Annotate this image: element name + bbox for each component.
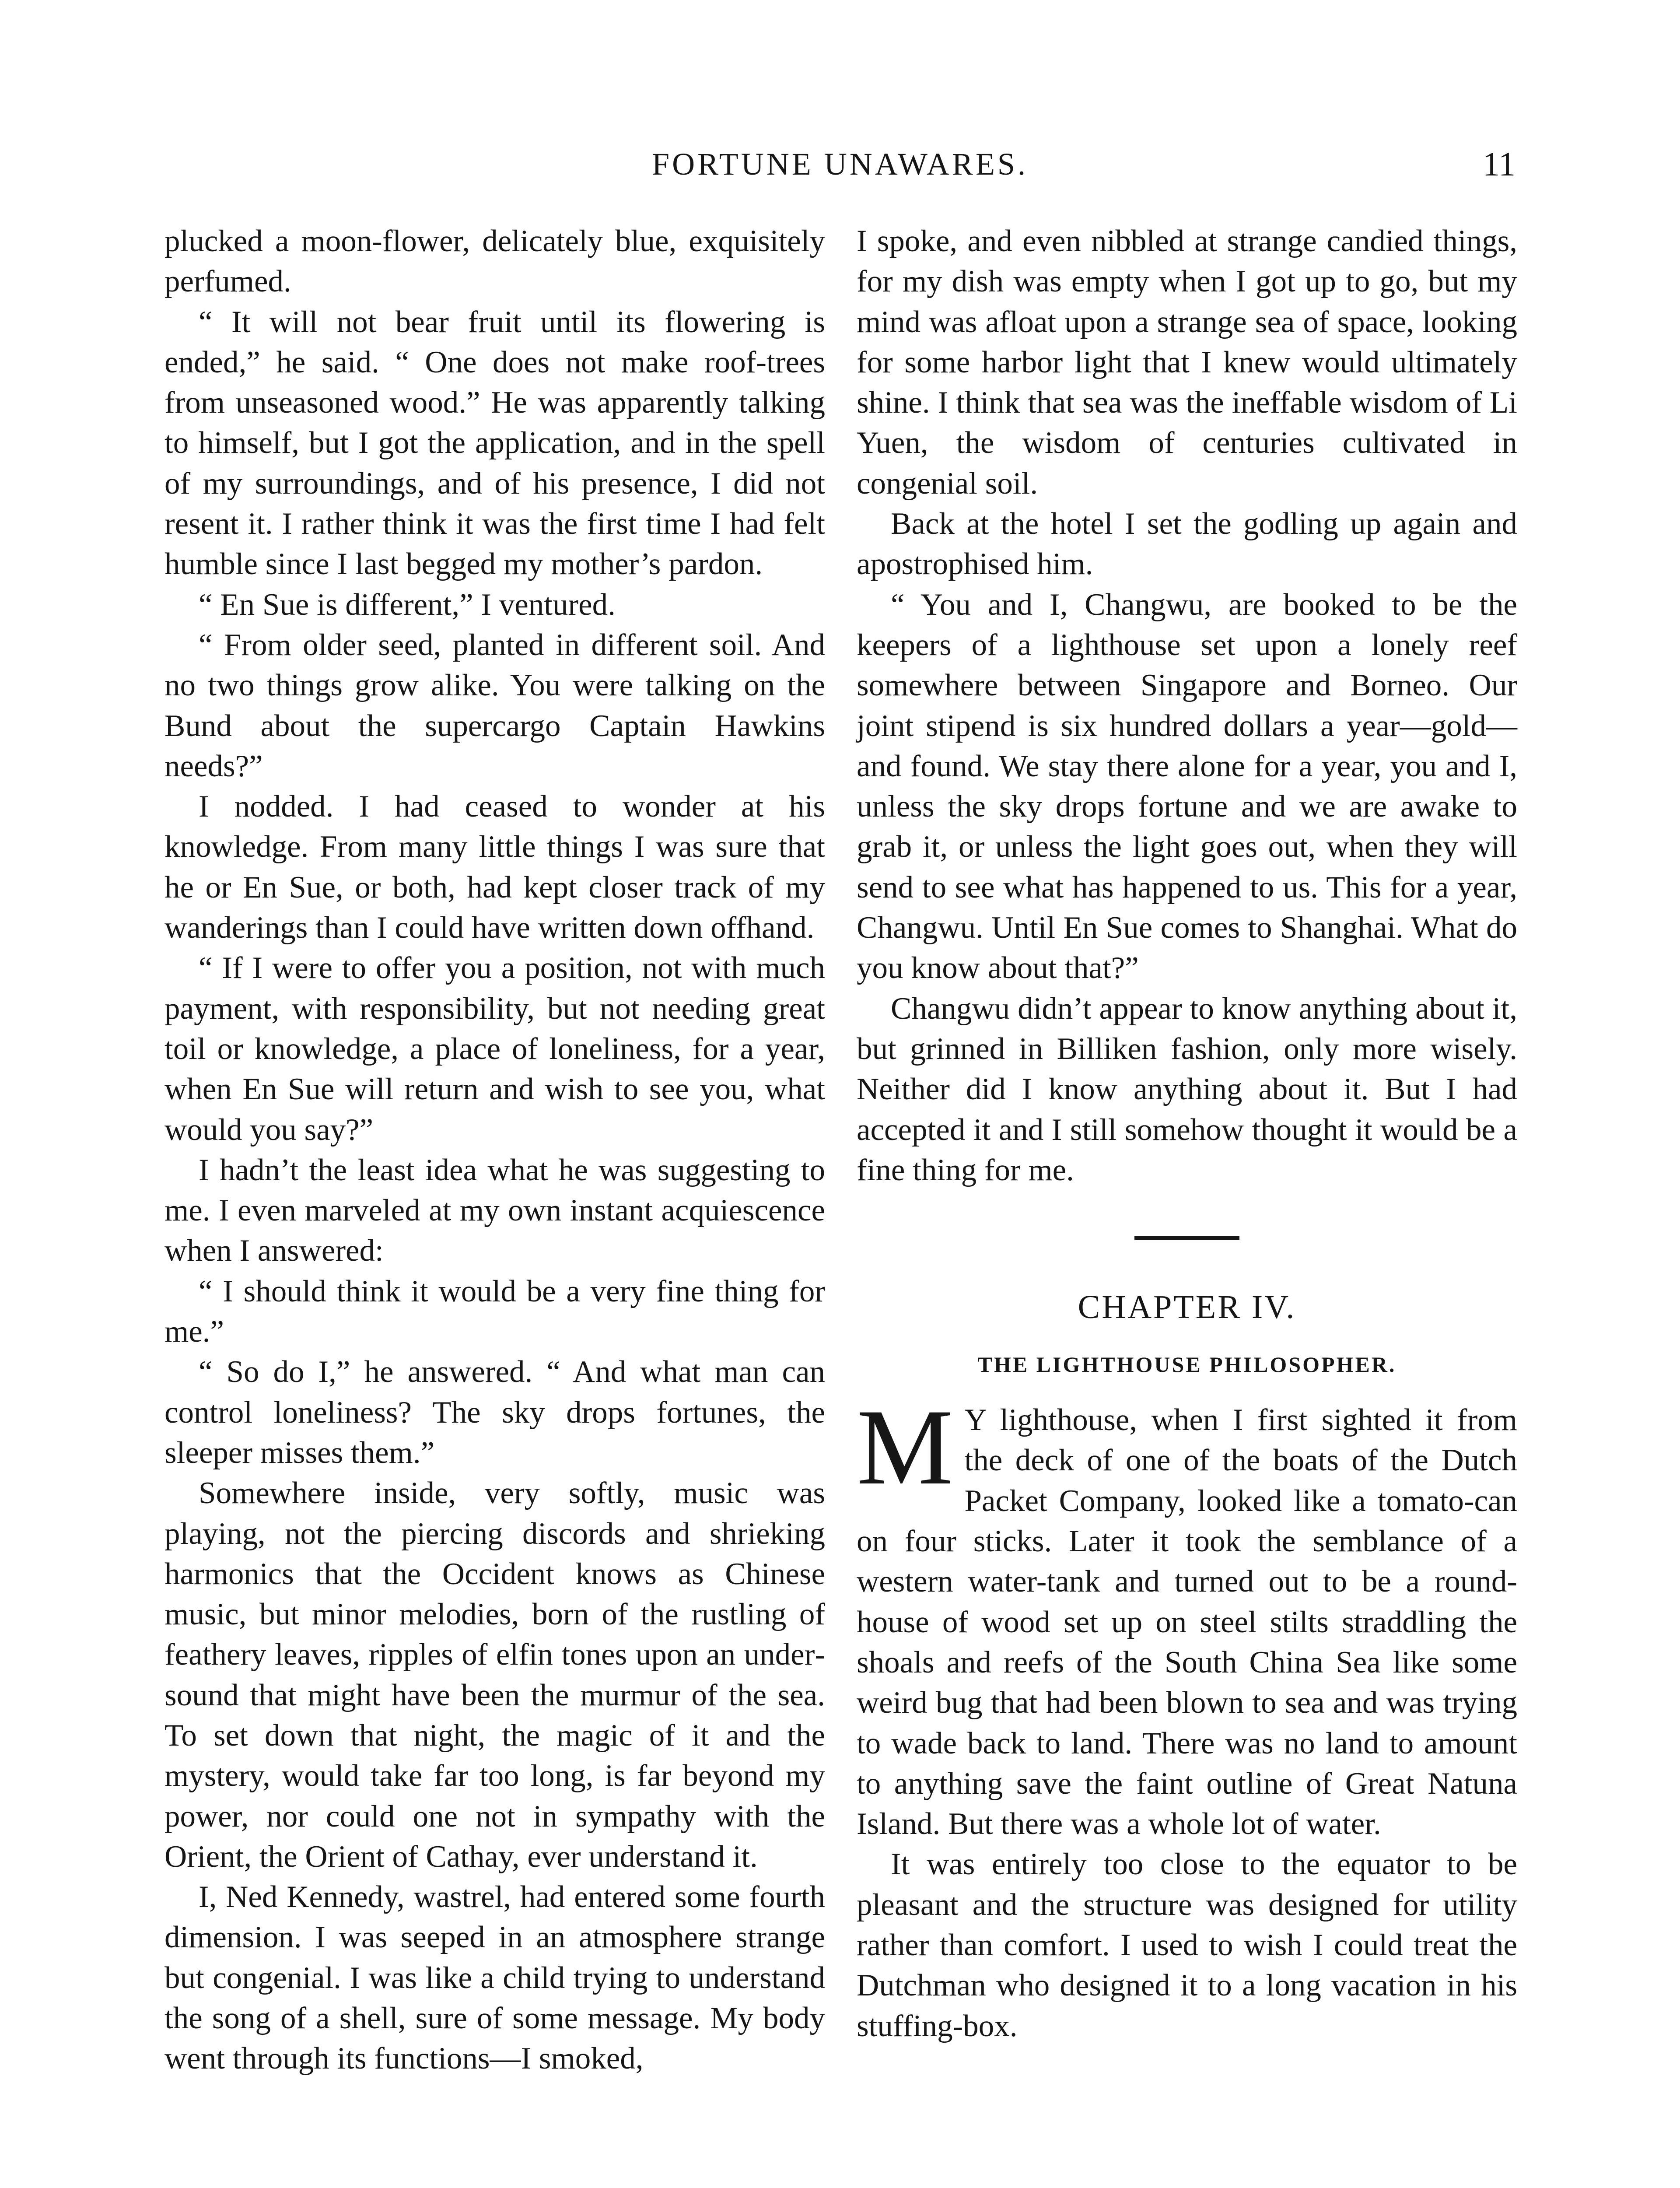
paragraph: plucked a moon-flower, delicately blue, exquisitely perfumed.: [164, 224, 825, 299]
left-column: [164, 221, 825, 2079]
paragraph: “ It will not bear fruit until its flowering is ended,” he said. “ One does not make roof-trees from unseasoned wood.” He was apparently talking to himself, but I got the application, and in the spell of my surroundings, and of his presence, I did not resent it. I rather think it was the first time I had felt humble since I last begged my mother’s pardon.: [164, 305, 825, 582]
paragraph: I hadn’t the least idea what he was suggesting to me. I even marveled at my own instant acquiescence when I answered:: [164, 1153, 825, 1268]
chapter-title: THE LIGHTHOUSE PHILOSOPHER.: [977, 1352, 1396, 1377]
paragraph: Somewhere inside, very softly, music was playing, not the piercing discords and shrieking harmonics that the Occident knows as Chinese music, but minor melodies, born of the rustling of feathery leaves, ripples of elfin tones upon an undersound that might have been the murmur of the sea. To set down that night, the magic of it and the mystery, would take far too long, is far beyond my power, nor could one not in sympathy with the Orient, the Orient of Cathay, ever understand it.: [164, 1476, 825, 1874]
paragraph: I spoke, and even nibbled at strange candied things, for my dish was empty when I got up to go, but my mind was afloat upon a strange sea of space, looking for some harbor light that I knew would ultimately shine. I think that sea was the ineffable wisdom of Li Yuen, the wisdom of centuries cultivated in congenial soil.: [857, 224, 1517, 501]
paragraph: It was entirely too close to the equator to be pleasant and the structure was designed for utility rather than comfort. I used to wish I could treat the Dutchman who designed it to a long vacation in his stuffing-box.: [857, 1847, 1517, 2043]
paragraph: “ If I were to offer you a position, not with much payment, with responsibility, but not needing great toil or knowledge, a place of loneliness, for a year, when En Sue will return and wish to see you, what would you say?”: [164, 951, 825, 1147]
running-title: FORTUNE UNAWARES.: [652, 147, 1028, 182]
paragraph-text: Y lighthouse, when I first sighted it from the deck of one of the boats of the Dutch Packet Company, looked like a tomato-can on four sticks. Later it took the semblance of a western water-tank and turned out to be a roundhouse of wood set up on steel stilts straddling the shoals and reefs of the South China Sea like some weird bug that had been blown to sea and was trying to wade back to land. There was no land to amount to anything save the faint outline of Great Natuna Island. But there was a whole lot of water.: [857, 1403, 1517, 1841]
paragraph: “ From older seed, planted in different soil. And no two things grow alike. You were talking on the Bund about the supercargo Captain Hawkins needs?”: [164, 628, 825, 783]
right-column: [857, 221, 1517, 2046]
chapter-opening-paragraph: [857, 1387, 1517, 1844]
paragraph: “ En Sue is different,” I ventured.: [199, 587, 616, 622]
chapter-heading: CHAPTER IV.: [1078, 1289, 1296, 1326]
drop-cap: M: [857, 1387, 953, 1508]
paragraph: “ I should think it would be a very fine thing for me.”: [164, 1274, 825, 1349]
page-number: 11: [1482, 145, 1516, 183]
paragraph: “ You and I, Changwu, are booked to be the keepers of a lighthouse set upon a lonely reef somewhere between Singapore and Borneo. Our joint stipend is six hundred dollars a year—gold—and found. We stay there alone for a year, you and I, unless the sky drops fortune and we are awake to grab it, or unless the light goes out, when they will send to see what has happened to us. This for a year, Changwu. Until En Sue comes to Shanghai. What do you know about that?”: [857, 587, 1517, 985]
paragraph: Changwu didn’t appear to know anything about it, but grinned in Billiken fashion, only more wisely. Neither did I know anything about it. But I had accepted it and I still somehow thought it would be a fine thing for me.: [857, 991, 1517, 1187]
paragraph: Back at the hotel I set the godling up again and apostrophised him.: [857, 507, 1517, 582]
running-head: [164, 140, 1516, 188]
paragraph: I, Ned Kennedy, wastrel, had entered some fourth dimension. I was seeped in an atmosphere strange but congenial. I was like a child trying to understand the song of a shell, sure of some message. My body went through its functions—I smoked,: [164, 1880, 825, 2076]
paragraph: I nodded. I had ceased to wonder at his knowledge. From many little things I was sure that he or En Sue, or both, had kept closer track of my wanderings than I could have written down offhand.: [164, 789, 825, 945]
paragraph: “ So do I,” he answered. “ And what man can control loneliness? The sky drops fortunes, the sleeper misses them.”: [164, 1355, 825, 1470]
section-divider: [1134, 1236, 1239, 1240]
